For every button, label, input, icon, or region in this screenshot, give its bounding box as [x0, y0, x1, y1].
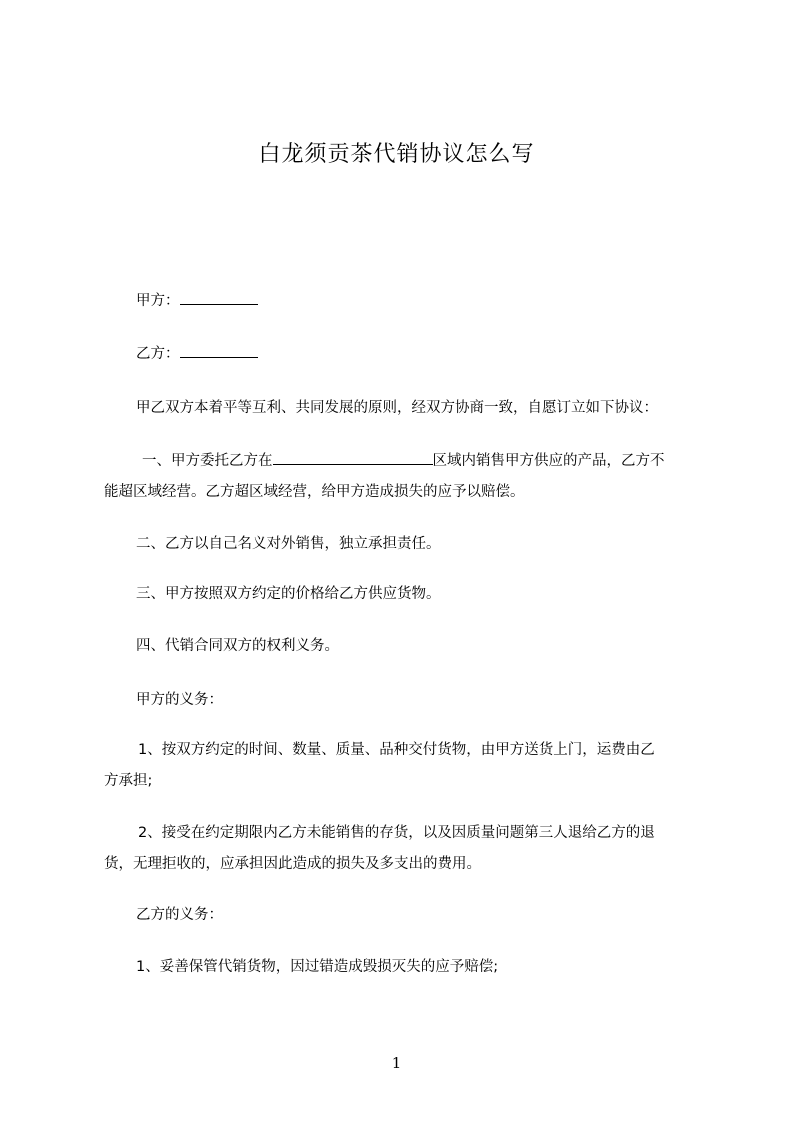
clause-3: 三、甲方按照双方约定的价格给乙方供应货物。: [136, 586, 441, 602]
region-blank: [273, 450, 433, 465]
party-a-blank: [180, 290, 258, 305]
party-b-duty-1: 1、妥善保管代销货物，因过错造成毁损灭失的应予赔偿;: [136, 959, 499, 975]
party-b-duties-heading: 乙方的义务：: [136, 907, 223, 923]
party-b-line: [136, 339, 736, 370]
party-a-duty-1-line-2: 方承担;: [104, 773, 153, 789]
party-a-duty-2-line-2: 货，无理拒收的，应承担因此造成的损失及多支出的费用。: [104, 856, 481, 872]
clause-1-prefix: 一、甲方委托乙方在: [142, 453, 273, 469]
clause-1-line-2: 能超区域经营。乙方超区域经营，给甲方造成损失的应予以赔偿。: [104, 484, 525, 500]
party-a-duty-1-line-1: 1、按双方约定的时间、数量、质量、品种交付货物，由甲方送货上门，运费由乙: [138, 742, 655, 758]
clause-1: [104, 446, 704, 508]
party-a-duty-2: [104, 818, 704, 880]
clause-2: 二、乙方以自己名义对外销售，独立承担责任。: [136, 536, 441, 552]
clause-4: 四、代销合同双方的权利义务。: [136, 638, 339, 654]
party-a-label: 甲方：: [136, 293, 180, 309]
party-a-duty-1: [104, 735, 704, 797]
party-b-label: 乙方：: [136, 346, 180, 362]
document-title: 白龙须贡茶代销协议怎么写: [258, 142, 535, 167]
party-a-line: [136, 286, 736, 317]
page-number: 1: [391, 1054, 402, 1072]
intro-paragraph: 甲乙双方本着平等互利、共同发展的原则，经双方协商一致，自愿订立如下协议：: [136, 400, 658, 416]
clause-1-suffix: 区域内销售甲方供应的产品，乙方不: [432, 453, 665, 469]
party-a-duties-heading: 甲方的义务：: [136, 692, 223, 708]
party-a-duty-2-line-1: 2、接受在约定期限内乙方未能销售的存货，以及因质量问题第三人退给乙方的退: [138, 825, 655, 841]
party-b-blank: [180, 343, 258, 358]
clause-1-line-1: [104, 446, 704, 477]
